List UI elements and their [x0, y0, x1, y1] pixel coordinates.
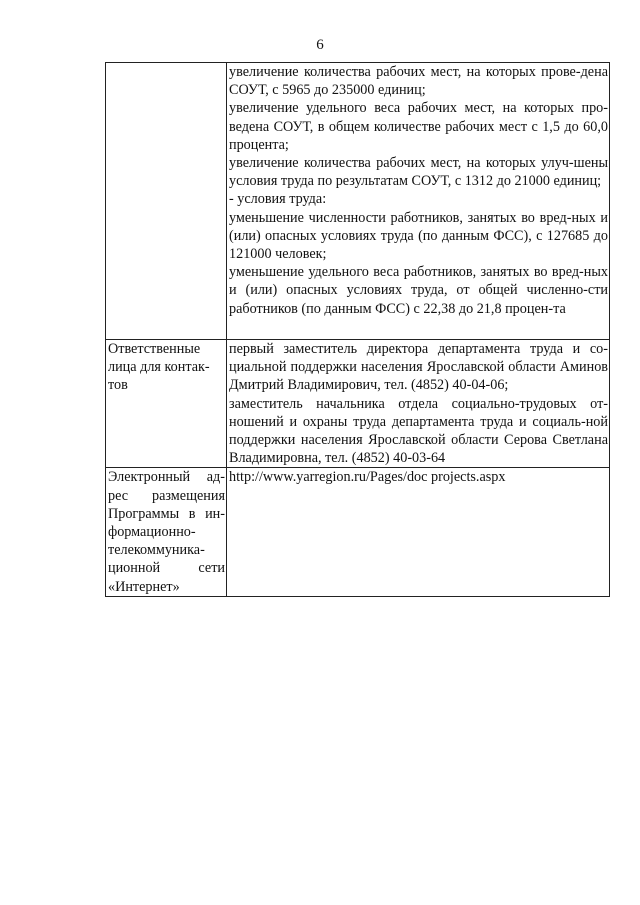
contact-deputy-department-head: заместитель начальника отдела социально-трудовых от-ношений и охраны труда департамента труда и социаль-ной поддержки населения Ярославской области Серова Светлана Владимировна, тел. (4852) 40-03-64: [229, 395, 608, 467]
table-row-indicators: [106, 63, 610, 340]
indicator-improved-conditions: увеличение количества рабочих мест, на которых улуч-шены условия труда по результатам СОУТ, с 1312 до 21000 единиц;: [229, 155, 608, 190]
row-label-contacts: Ответственные лица для контак-тов: [106, 340, 227, 468]
table-row-web-address: [106, 468, 610, 596]
indicator-section-heading: - условия труда:: [229, 191, 327, 208]
page-number: 6: [316, 37, 324, 53]
table-row-contacts: [106, 340, 610, 468]
indicator-hazardous-workers-share: уменьшение удельного веса работников, занятых во вред-ных и (или) опасных условиях труда, от общей численно-сти работников (по данным ФСС) с 22,38 до 21,8 процен-та: [229, 264, 608, 317]
contact-first-deputy-director: первый заместитель директора департамента труда и со-циальной поддержки населения Ярославской области Аминов Дмитрий Владимирович, тел. (4852) 40-04-06;: [229, 341, 608, 394]
row-label-empty: [106, 63, 227, 340]
contacts-cell: [227, 340, 610, 468]
row-label-web-address: Электронный ад-рес размещения Программы в ин-формационно-телекоммуника-ционной сети «Интернет»: [106, 468, 227, 596]
program-url-link[interactable]: http://www.yarregion.ru/Pages/doc projects.aspx: [229, 469, 506, 486]
indicators-cell: [227, 63, 610, 340]
program-passport-table: [105, 62, 610, 597]
indicator-sout-share: увеличение удельного веса рабочих мест, на которых про-ведена СОУТ, в общем количестве рабочих мест с 1,5 до 60,0 процента;: [229, 100, 608, 153]
indicator-hazardous-workers-count: уменьшение численности работников, занятых во вред-ных и (или) опасных условиях труда (по данным ФСС), с 127685 до 121000 человек;: [229, 209, 608, 263]
web-address-cell: [227, 468, 610, 596]
indicator-sout-workplaces: увеличение количества рабочих мест, на которых прове-дена СОУТ, с 5965 до 235000 единиц;: [229, 64, 608, 99]
